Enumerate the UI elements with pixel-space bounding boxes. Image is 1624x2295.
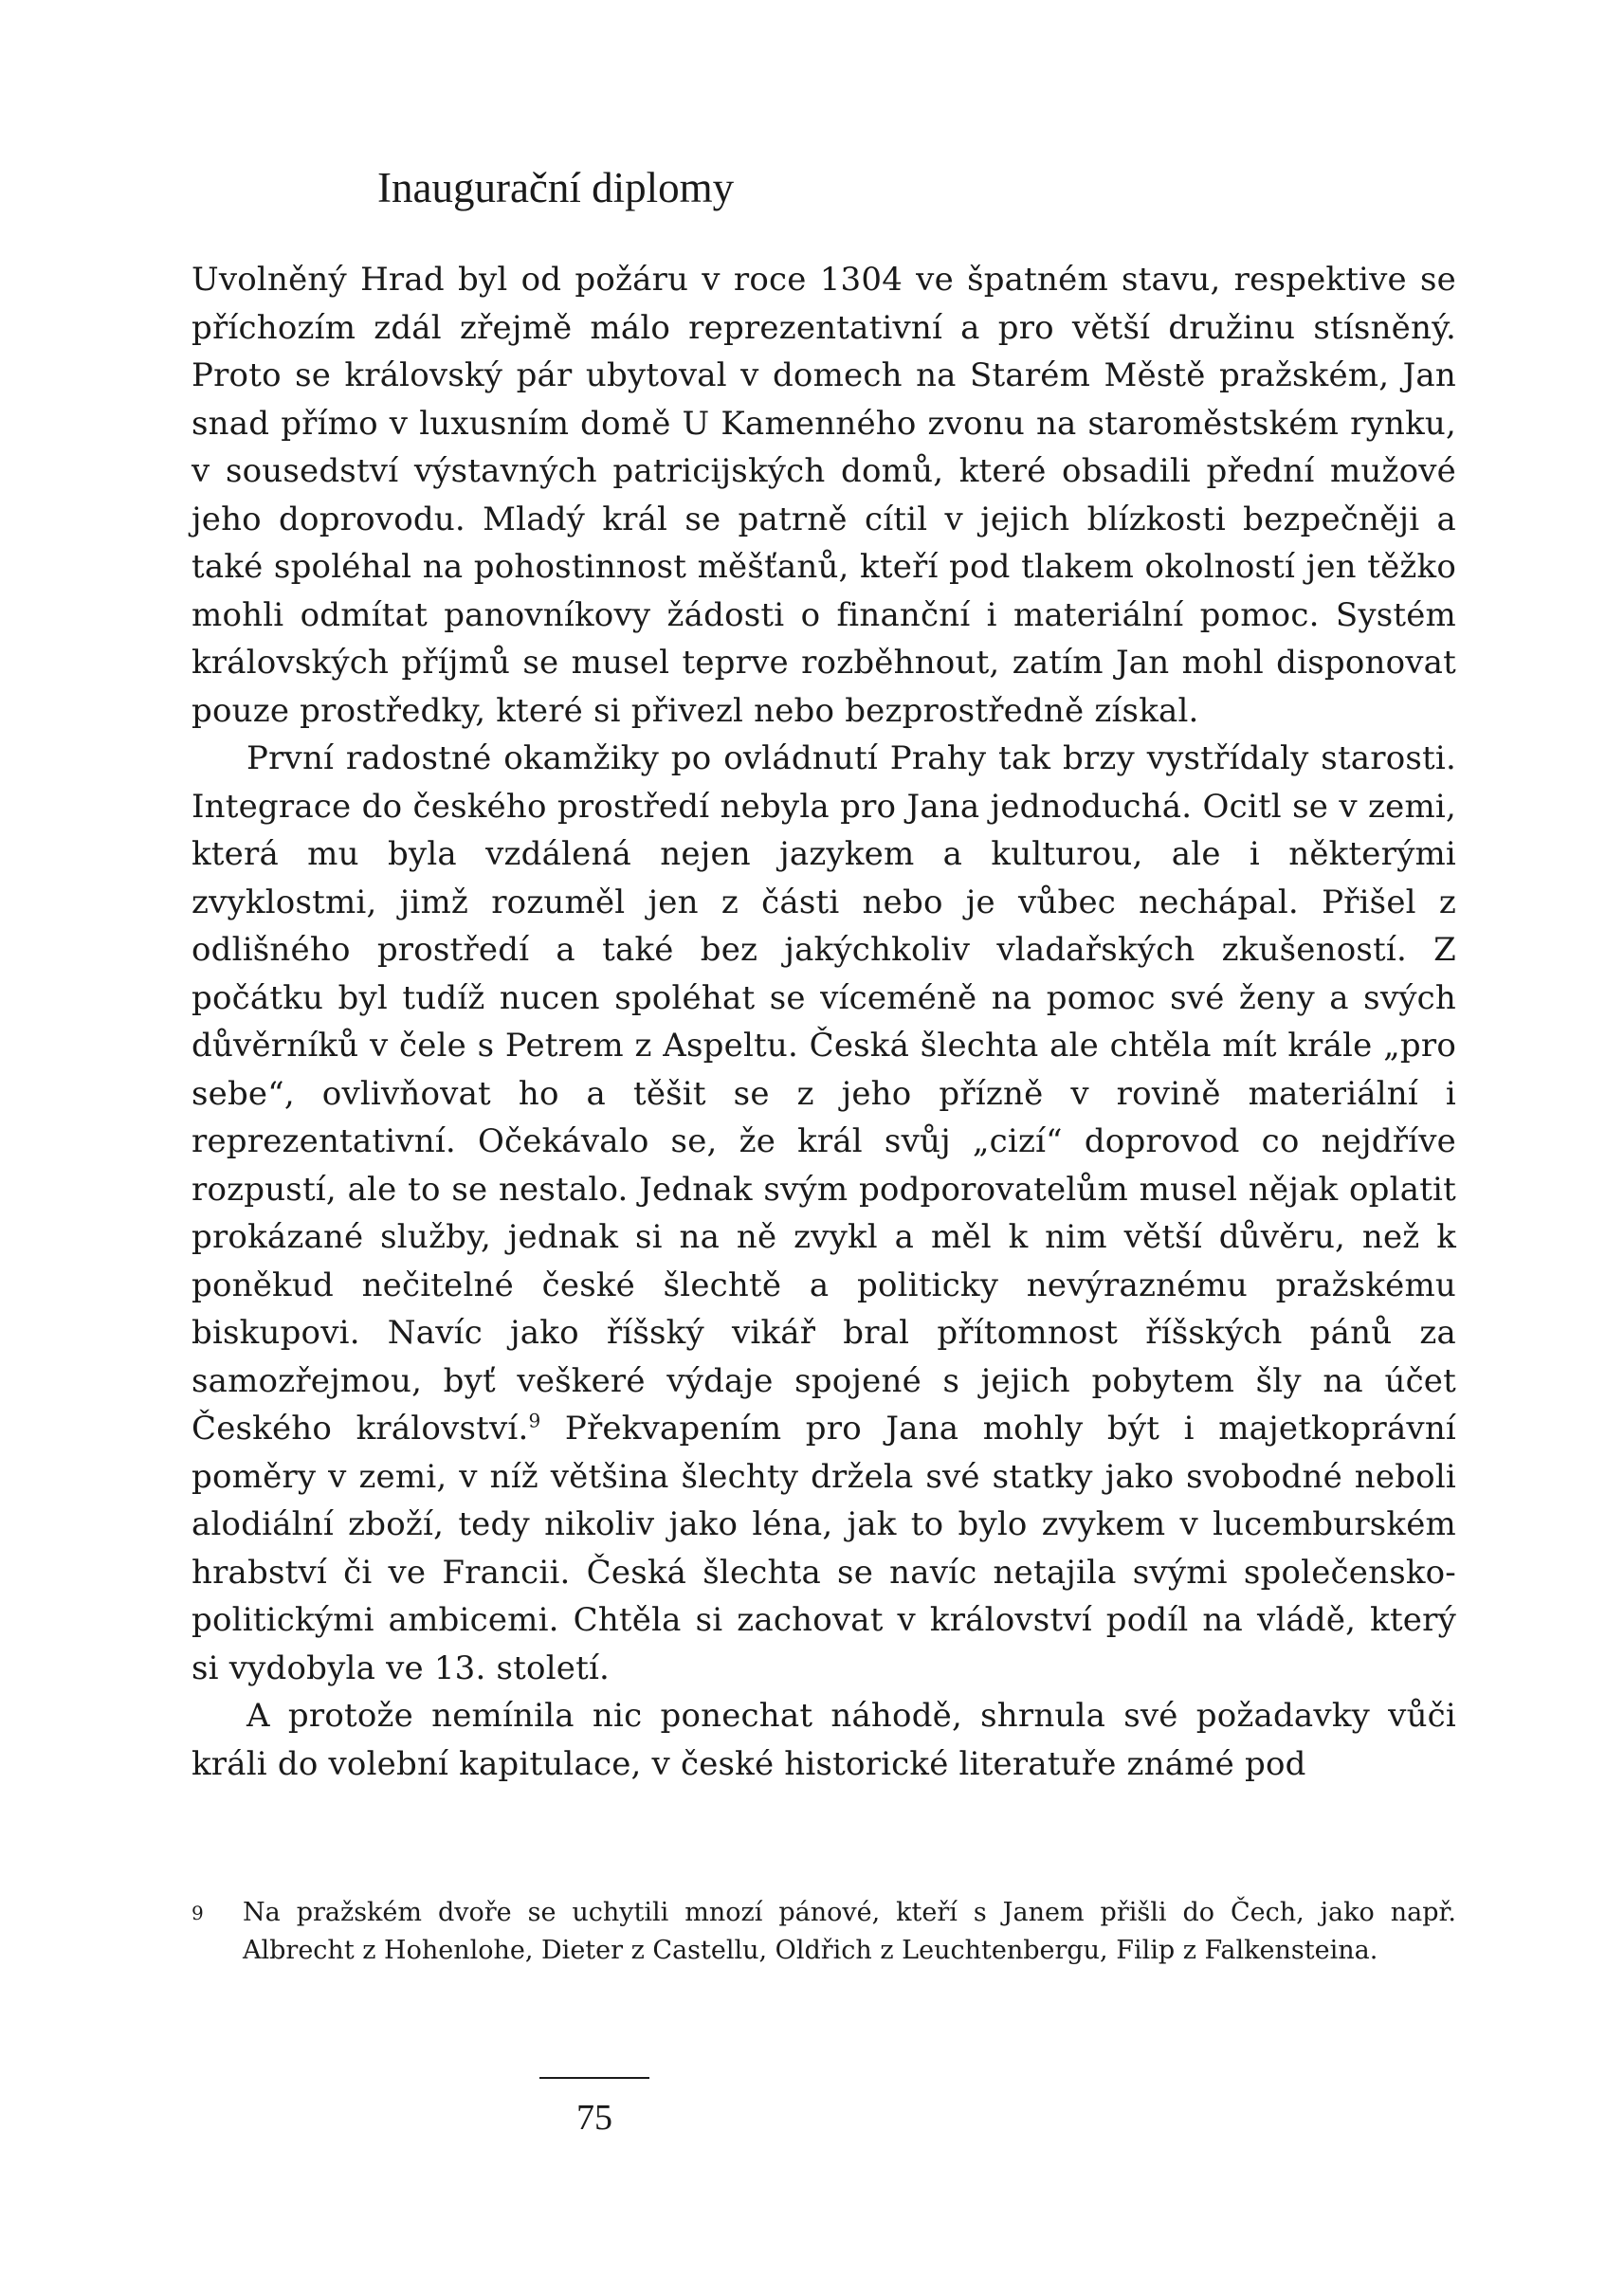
paragraph-2-continuation: Překvapením pro Jana mohly být i majetkoprávní poměry v zemi, v níž většina šlechty držela své statky jako svobodné neboli alodiální zboží, tedy nikoliv jako léna, jak to bylo zvykem v lucemburském hrabství či ve Francii. Česká šlechta se navíc netajila svými společensko-politickými ambicemi. Chtěla si zachovat v království podíl na vládě, který si vydobyla ve 13. století. (192, 1410, 1456, 1687)
paragraph-2-text: První radostné okamžiky po ovládnutí Prahy tak brzy vystřídaly starosti. Integrace do českého prostředí nebyla pro Jana jednoduchá. Ocitl se v zemi, která mu byla vzdálená nejen jazykem a kulturou, ale i některými zvyklostmi, jimž rozuměl jen z části nebo je vůbec nechápal. Přišel z odlišného prostředí a také bez jakýchkoliv vladařských zkušeností. Z počátku byl tudíž nucen spoléhat se víceméně na pomoc své ženy a svých důvěrníků v čele s Petrem z Aspeltu. Česká šlechta ale chtěla mít krále „pro sebe“, ovlivňovat ho a těšit se z jeho přízně v rovině materiální i reprezentativní. Očekávalo se, že král svůj „cizí“ doprovod co nejdříve rozpustí, ale to se nestalo. Jednak svým podporovatelům musel nějak oplatit prokázané služby, jednak si na ně zvykl a měl k nim větší důvěru, než k poněkud nečitelné české šlechtě a politicky nevýraznému pražskému biskupovi. Navíc jako říšský vikář bral přítomnost říšských pánů za samozřejmou, byť veškeré výdaje spojené s jejich pobytem šly na účet Českého království. (192, 739, 1456, 1448)
paragraph-1: Uvolněný Hrad byl od požáru v roce 1304 ve špatném stavu, respektive se příchozím zdál zřejmě málo reprezentativní a pro větší družinu stísněný. Proto se královský pár ubytoval v domech na Starém Městě pražském, Jan snad přímo v luxusním domě U Kamenného zvonu na staroměstském rynku, v sousedství výstavných patricijských domů, které obsadili přední mužové jeho doprovodu. Mladý král se patrně cítil v jejich blízkosti bezpečněji a také spoléhal na pohostinnost měšťanů, kteří pod tlakem okolností jen těžko mohli odmítat panovníkovy žádosti o finanční i materiální pomoc. Systém královských příjmů se musel teprve rozběhnout, zatím Jan mohl disponovat pouze prostředky, které si přivezl nebo bezprostředně získal. (192, 261, 1456, 730)
section-heading: Inaugurační diplomy (377, 164, 735, 211)
footnote-text: Na pražském dvoře se uchytili mnozí pánové, kteří s Janem přišli do Čech, jako např. Albrecht z Hohenlohe, Dieter z Castellu, Oldřich z Leuchtenbergu, Filip z Falkensteina. (243, 1898, 1456, 1965)
footnotes (192, 1894, 1456, 1970)
paragraph-2 (192, 735, 1456, 1692)
body-text (192, 256, 1456, 1788)
page-number: 75 (576, 2098, 612, 2138)
footnote-number: 9 (192, 1902, 204, 1924)
footnote-9 (192, 1894, 1456, 1970)
footnote-reference[interactable]: 9 (528, 1409, 541, 1432)
page-number-rule (539, 2077, 649, 2079)
paragraph-3: A protože nemínila nic ponechat náhodě, shrnula své požadavky vůči králi do volební kapitulace, v české historické literatuře známé pod (192, 1697, 1456, 1783)
